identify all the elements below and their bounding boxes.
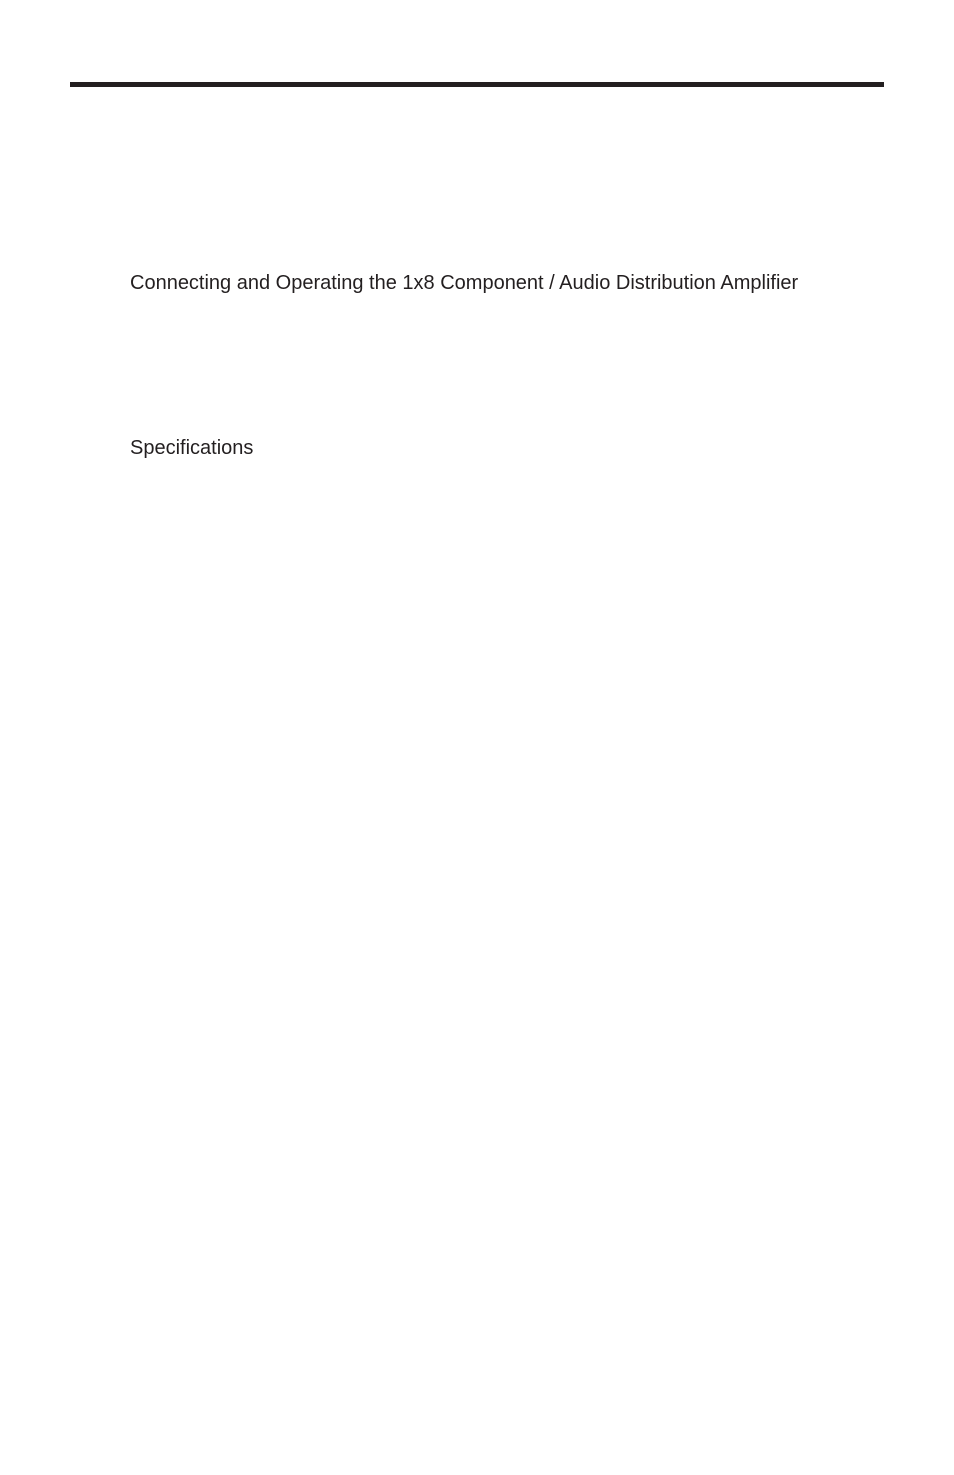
section-title-specifications: Specifications xyxy=(130,437,254,459)
section-title-connecting-operating: Connecting and Operating the 1x8 Component / Audio Distribution Amplifier xyxy=(130,272,799,294)
header-rule xyxy=(70,82,884,87)
